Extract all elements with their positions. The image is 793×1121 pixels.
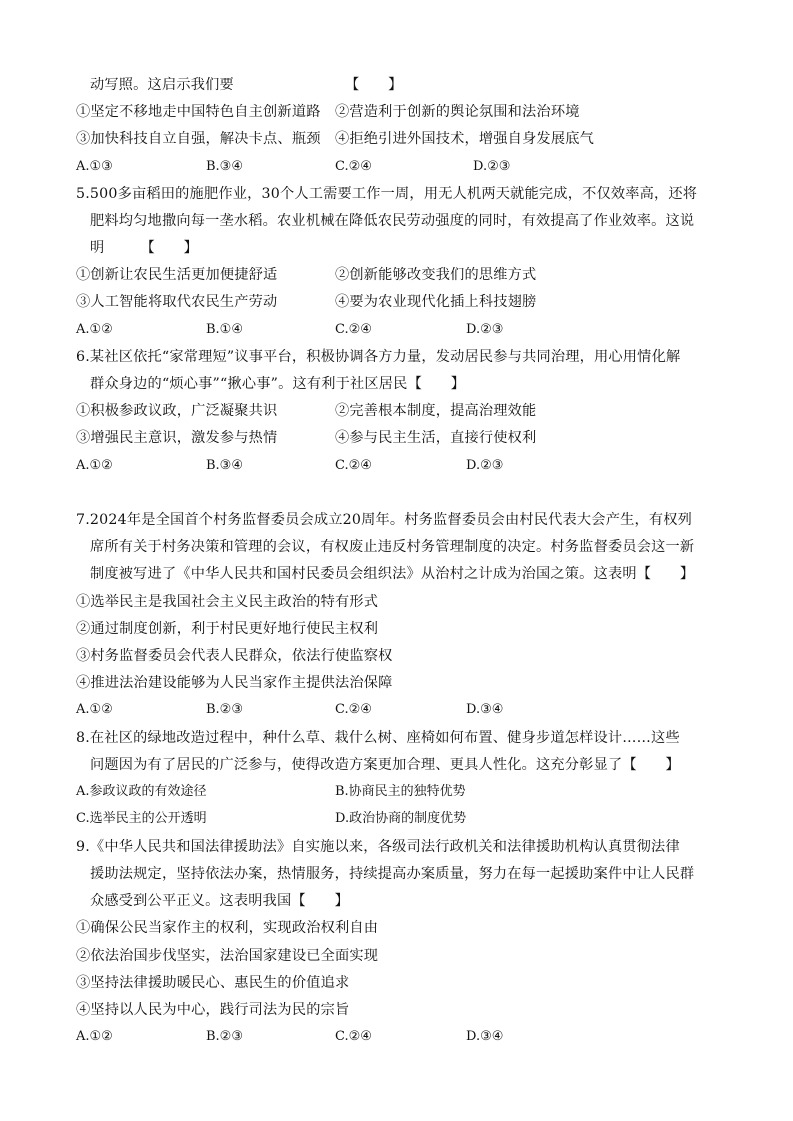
q4-statement-3: ③加快科技自立自强，解决卡点、瓶颈 bbox=[76, 131, 321, 147]
q4-statement-4: ④拒绝引进外国技术，增强自身发展底气 bbox=[335, 131, 594, 147]
q6-option-d: D.②③ bbox=[466, 458, 504, 473]
q4-statement-1: ①坚定不移地走中国特色自主创新道路 bbox=[76, 104, 321, 120]
q6-statement-3: ③增强民主意识，激发参与热情 bbox=[76, 430, 278, 446]
q9-statement-1: ①确保公民当家作主的权利，实现政治权利自由 bbox=[76, 920, 379, 936]
q8-stem-line-1: 8.在社区的绿地改造过程中，种什么草、栽什么树、座椅如何布置、健身步道怎样设计……这些 bbox=[76, 730, 680, 746]
q6-statement-2: ②完善根本制度，提高治理效能 bbox=[335, 403, 537, 419]
q7-option-c: C.②④ bbox=[335, 702, 372, 717]
q7-statement-1: ①选举民主是我国社会主义民主政治的特有形式 bbox=[76, 594, 379, 610]
q6-statement-4: ④参与民主生活，直接行使权利 bbox=[335, 430, 537, 446]
q7-stem-line-2: 席所有关于村务决策和管理的会议，有权废止违反村务管理制度的决定。村务监督委员会这一新 bbox=[90, 539, 695, 555]
q9-statement-4: ④坚持以人民为中心，践行司法为民的宗旨 bbox=[76, 1002, 350, 1018]
q6-option-a: A.①② bbox=[76, 458, 113, 473]
q9-option-a: A.①② bbox=[76, 1029, 113, 1044]
q8-option-b: B.协商民主的独特优势 bbox=[335, 784, 466, 799]
q5-option-a: A.①② bbox=[76, 322, 113, 337]
q5-option-d: D.②③ bbox=[466, 322, 504, 337]
q5-stem-line-1: 5.500多亩稻田的施肥作业，30个人工需要工作一周，用无人机两天就能完成，不仅效率高，还将 bbox=[76, 186, 698, 202]
q6-option-c: C.②④ bbox=[335, 458, 372, 473]
q5-statement-4: ④要为农业现代化插上科技翅膀 bbox=[335, 294, 537, 310]
q7-statement-4: ④推进法治建设能够为人民当家作主提供法治保障 bbox=[76, 675, 393, 691]
q9-stem-line-2: 援助法规定，坚持依法办案，热情服务，持续提高办案质量，努力在每一起援助案件中让人民群 bbox=[90, 866, 695, 882]
q4-option-c: C.②④ bbox=[335, 159, 372, 174]
q9-stem-line-3: 众感受到公平正义。这表明我国【 】 bbox=[90, 893, 349, 909]
q5-option-b: B.①④ bbox=[206, 322, 243, 337]
q7-option-a: A.①② bbox=[76, 702, 113, 717]
q8-stem-line-2: 问题因为有了居民的广泛参与，使得改造方案更加合理、更具人性化。这充分彰显了【 】 bbox=[90, 757, 680, 773]
q7-option-d: D.③④ bbox=[466, 702, 504, 717]
q5-stem-line-3: 明 【 】 bbox=[90, 240, 199, 256]
q4-option-a: A.①③ bbox=[76, 159, 113, 174]
q7-option-b: B.②③ bbox=[206, 702, 243, 717]
q9-option-b: B.②③ bbox=[206, 1029, 243, 1044]
q5-statement-3: ③人工智能将取代农民生产劳动 bbox=[76, 294, 278, 310]
q6-statement-1: ①积极参政议政，广泛凝聚共识 bbox=[76, 403, 278, 419]
q9-statement-3: ③坚持法律援助暖民心、惠民生的价值追求 bbox=[76, 975, 350, 991]
q4-option-b: B.③④ bbox=[206, 159, 243, 174]
q5-stem-line-2: 肥料均匀地撒向每一垄水稻。农业机械在降低农民劳动强度的同时，有效提高了作业效率。这说 bbox=[90, 213, 695, 229]
q5-statement-2: ②创新能够改变我们的思维方式 bbox=[335, 267, 537, 283]
q8-option-c: C.选举民主的公开透明 bbox=[76, 811, 207, 826]
q4-stem: 动写照。这启示我们要 bbox=[90, 77, 234, 93]
q5-statement-1: ①创新让农民生活更加便捷舒适 bbox=[76, 267, 278, 283]
q6-stem-line-2: 群众身边的“烦心事”“揪心事”。这有利于社区居民【 】 bbox=[90, 376, 466, 392]
q8-option-a: A.参政议政的有效途径 bbox=[76, 784, 207, 799]
q4-statement-2: ②营造利于创新的舆论氛围和法治环境 bbox=[335, 104, 580, 120]
q9-option-c: C.②④ bbox=[335, 1029, 372, 1044]
q4-answer-bracket: 【 】 bbox=[345, 77, 403, 93]
q6-stem-line-1: 6.某社区依托“家常理短”议事平台，积极协调各方力量，发动居民参与共同治理，用心用情化解 bbox=[76, 349, 681, 365]
q7-stem-line-3: 制度被写进了《中华人民共和国村民委员会组织法》从治村之计成为治国之策。这表明【 】 bbox=[90, 566, 695, 582]
q4-option-d: D.②③ bbox=[473, 159, 511, 174]
q9-statement-2: ②依法治国步伐坚实，法治国家建设已全面实现 bbox=[76, 948, 379, 964]
q5-option-c: C.②④ bbox=[335, 322, 372, 337]
q7-statement-2: ②通过制度创新，利于村民更好地行使民主权利 bbox=[76, 621, 379, 637]
q9-stem-line-1: 9.《中华人民共和国法律援助法》自实施以来，各级司法行政机关和法律援助机构认真贯彻法律 bbox=[76, 839, 680, 855]
q8-option-d: D.政治协商的制度优势 bbox=[335, 811, 467, 826]
q7-stem-line-1: 7.2024年是全国首个村务监督委员会成立20周年。村务监督委员会由村民代表大会产生，有权列 bbox=[76, 512, 693, 528]
q9-option-d: D.③④ bbox=[466, 1029, 504, 1044]
q6-option-b: B.③④ bbox=[206, 458, 243, 473]
q7-statement-3: ③村务监督委员会代表人民群众，依法行使监察权 bbox=[76, 648, 393, 664]
